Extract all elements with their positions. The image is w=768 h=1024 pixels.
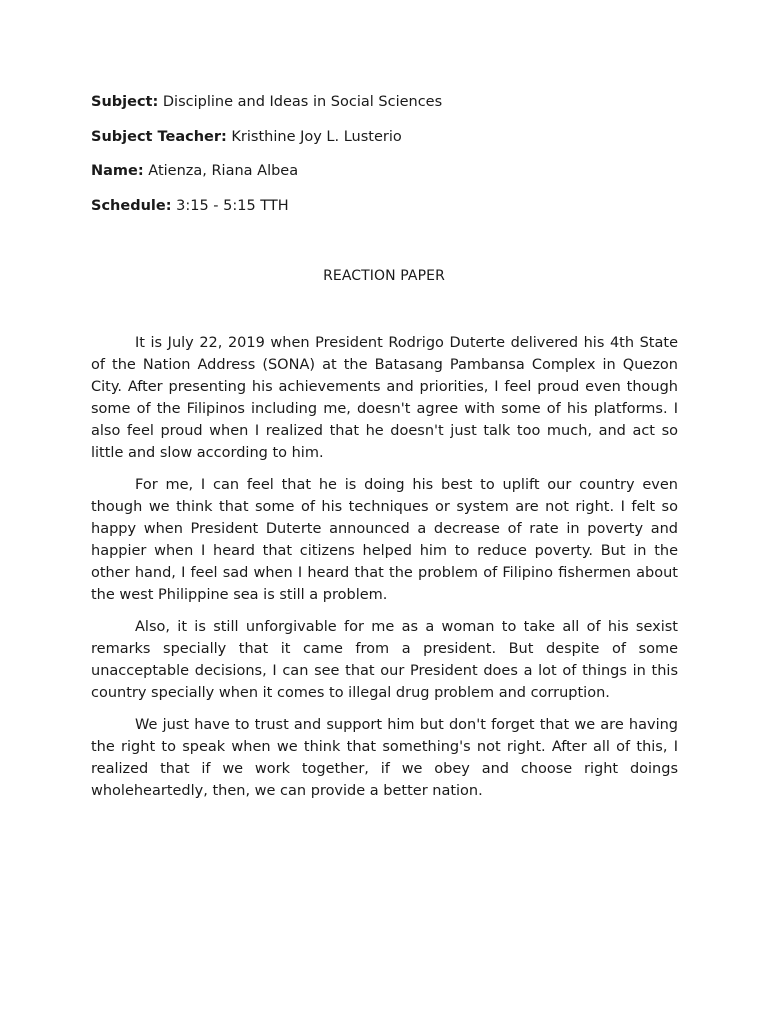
schedule-line: [91, 196, 691, 216]
document-body: [91, 332, 678, 812]
document-title: REACTION PAPER: [323, 268, 445, 284]
subject-line: [91, 92, 691, 112]
schedule-value: 3:15 - 5:15 TTH: [176, 197, 289, 214]
paragraph: It is July 22, 2019 when President Rodrigo Duterte delivered his 4th State of the Nation Address (SONA) at the Batasang Pambansa Complex in Quezon City. After presenting his achievements and priorities, I feel proud even though some of the Filipinos including me, doesn't agree with some of his platforms. I also feel proud when I realized that he doesn't just talk too much, and act so little and slow according to him.: [91, 335, 678, 461]
schedule-label: Schedule:: [91, 197, 172, 214]
document-header: [91, 92, 691, 230]
subject-label: Subject:: [91, 94, 159, 110]
paragraph: Also, it is still unforgivable for me as a woman to take all of his sexist remarks specially that it came from a president. But despite of some unacceptable decisions, I can see that our President does a lot of things in this country specially when it comes to illegal drug problem and corruption.: [91, 619, 678, 701]
teacher-label: Subject Teacher:: [91, 128, 227, 145]
teacher-value: Kristhine Joy L. Lusterio: [231, 128, 402, 145]
subject-value: Discipline and Ideas in Social Sciences: [162, 94, 443, 110]
teacher-line: [91, 127, 691, 147]
paragraph: For me, I can feel that he is doing his best to uplift our country even though we think that some of his techniques or system are not right. I felt so happy when President Duterte announced a decrease of rate in poverty and happier when I heard that citizens helped him to reduce poverty. But in the other hand, I feel sad when I heard that the problem of Filipino fishermen about the west Philippine sea is still a problem.: [91, 477, 678, 603]
name-line: [91, 161, 691, 181]
name-label: Name:: [91, 163, 144, 179]
name-value: Atienza, Riana Albea: [148, 163, 299, 179]
paragraph: We just have to trust and support him but don't forget that we are having the right to speak when we think that something's not right. After all of this, I realized that if we work together, if we obey and choose right doings wholeheartedly, then, we can provide a better nation.: [91, 717, 678, 799]
